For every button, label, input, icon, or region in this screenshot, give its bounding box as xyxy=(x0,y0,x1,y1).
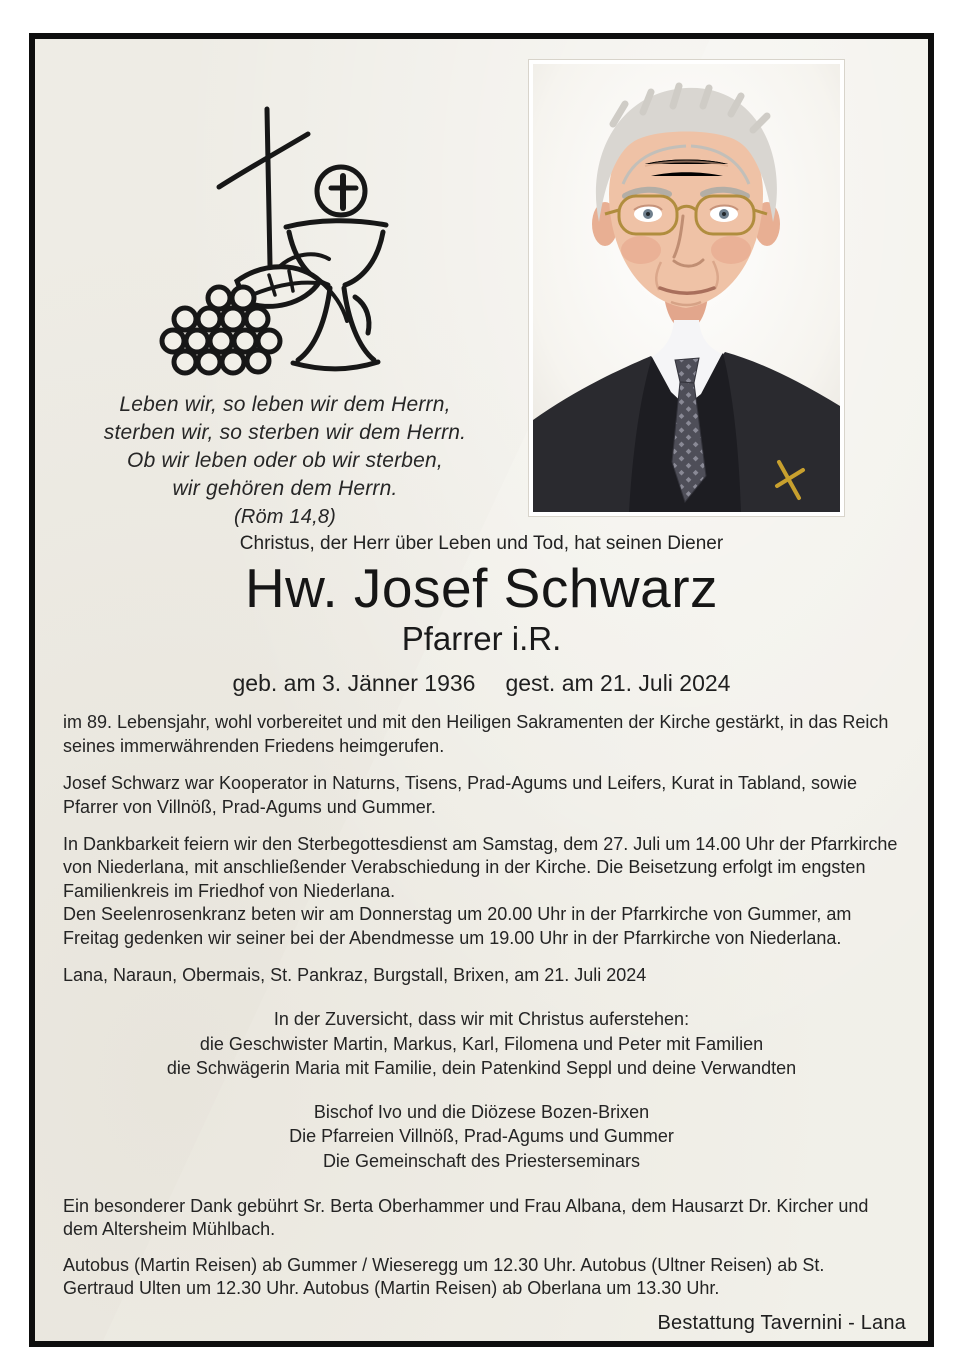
institution-line: Die Gemeinschaft des Priesterseminars xyxy=(322,1150,641,1171)
paragraph-biography: Josef Schwarz war Kooperator in Naturns, Tisens, Prad-Agums und Leifers, Kurat in Tabland, sowie Pfarrer von Villnöß, Prad-Agums und Gummer. xyxy=(63,773,858,817)
closing-lead: In der Zuversicht, dass wir mit Christus auferstehen: xyxy=(273,1009,690,1030)
scripture-line: Leben wir, so leben wir dem Herrn, xyxy=(119,393,451,416)
funeral-home-credit: Bestattung Tavernini - Lana xyxy=(657,1312,906,1334)
paragraph-funeral-service: In Dankbarkeit feiern wir den Sterbegottesdienst am Samstag, dem 27. Juli um 14.00 Uhr der Pfarrkirche von Niederlana, mit anschließender Verabschiedung in der Kirche. Die Beisetzung erfolgt im engsten Familienkreis im Friedhof von Niederlana. xyxy=(63,833,898,901)
scripture-line: Ob wir leben oder ob wir sterben, xyxy=(127,449,443,472)
deceased-title: Pfarrer i.R. xyxy=(401,620,562,658)
paragraph-rosary: Den Seelenrosenkranz beten wir am Donnerstag um 20.00 Uhr in der Pfarrkirche von Gummer, am Freitag gedenken wir seiner bei der Abendmesse um 19.00 Uhr in der Pfarrkirche von Niederlana. xyxy=(63,904,852,948)
eucharist-illustration xyxy=(119,67,449,383)
life-dates xyxy=(63,670,900,697)
thanks-paragraph: Ein besonderer Dank gebührt Sr. Berta Oberhammer und Frau Albana, dem Hausarzt Dr. Kircher und dem Altersheim Mühlbach. xyxy=(63,1196,869,1240)
birth-date: geb. am 3. Jänner 1936 xyxy=(232,670,476,697)
death-date: gest. am 21. Juli 2024 xyxy=(505,670,731,697)
portrait-photo xyxy=(533,64,840,512)
paragraph-obituary: im 89. Lebensjahr, wohl vorbereitet und mit den Heiligen Sakramenten der Kirche gestärkt, in das Reich seines immerwährenden Friedens heimgerufen. xyxy=(63,712,889,756)
mourners-block xyxy=(63,1007,900,1080)
mourner-line: die Geschwister Martin, Markus, Karl, Filomena und Peter mit Familien xyxy=(199,1033,764,1054)
cross-chalice-grapes-icon xyxy=(119,67,449,383)
scripture-reference: (Röm 14,8) xyxy=(233,506,337,528)
mourner-line: die Schwägerin Maria mit Familie, dein Patenkind Seppl und deine Verwandten xyxy=(166,1057,797,1078)
places-date-line: Lana, Naraun, Obermais, St. Pankraz, Burgstall, Brixen, am 21. Juli 2024 xyxy=(63,964,647,985)
deceased-name: Hw. Josef Schwarz xyxy=(244,557,719,619)
institution-line: Die Pfarreien Villnöß, Prad-Agums und Gummer xyxy=(289,1126,674,1147)
memorial-card xyxy=(29,33,934,1347)
announcement-text xyxy=(63,533,900,1301)
cross-icon xyxy=(267,109,270,265)
intro-line: Christus, der Herr über Leben und Tod, hat seinen Diener xyxy=(239,533,724,554)
institution-line: Bischof Ivo und die Diözese Bozen-Brixen xyxy=(313,1102,650,1123)
chalice-icon xyxy=(286,221,386,227)
scripture-line: wir gehören dem Herrn. xyxy=(172,477,398,500)
bus-info-paragraph: Autobus (Martin Reisen) ab Gummer / Wieseregg um 12.30 Uhr. Autobus (Ultner Reisen) ab St. Gertraud Ulten um 12.30 Uhr. Autobus (Martin Reisen) ab Oberlana um 13.30 Uhr. xyxy=(63,1254,825,1299)
scripture-quote xyxy=(61,391,509,531)
scripture-line: sterben wir, so sterben wir dem Herrn. xyxy=(103,421,467,444)
institutions-block xyxy=(63,1100,900,1173)
